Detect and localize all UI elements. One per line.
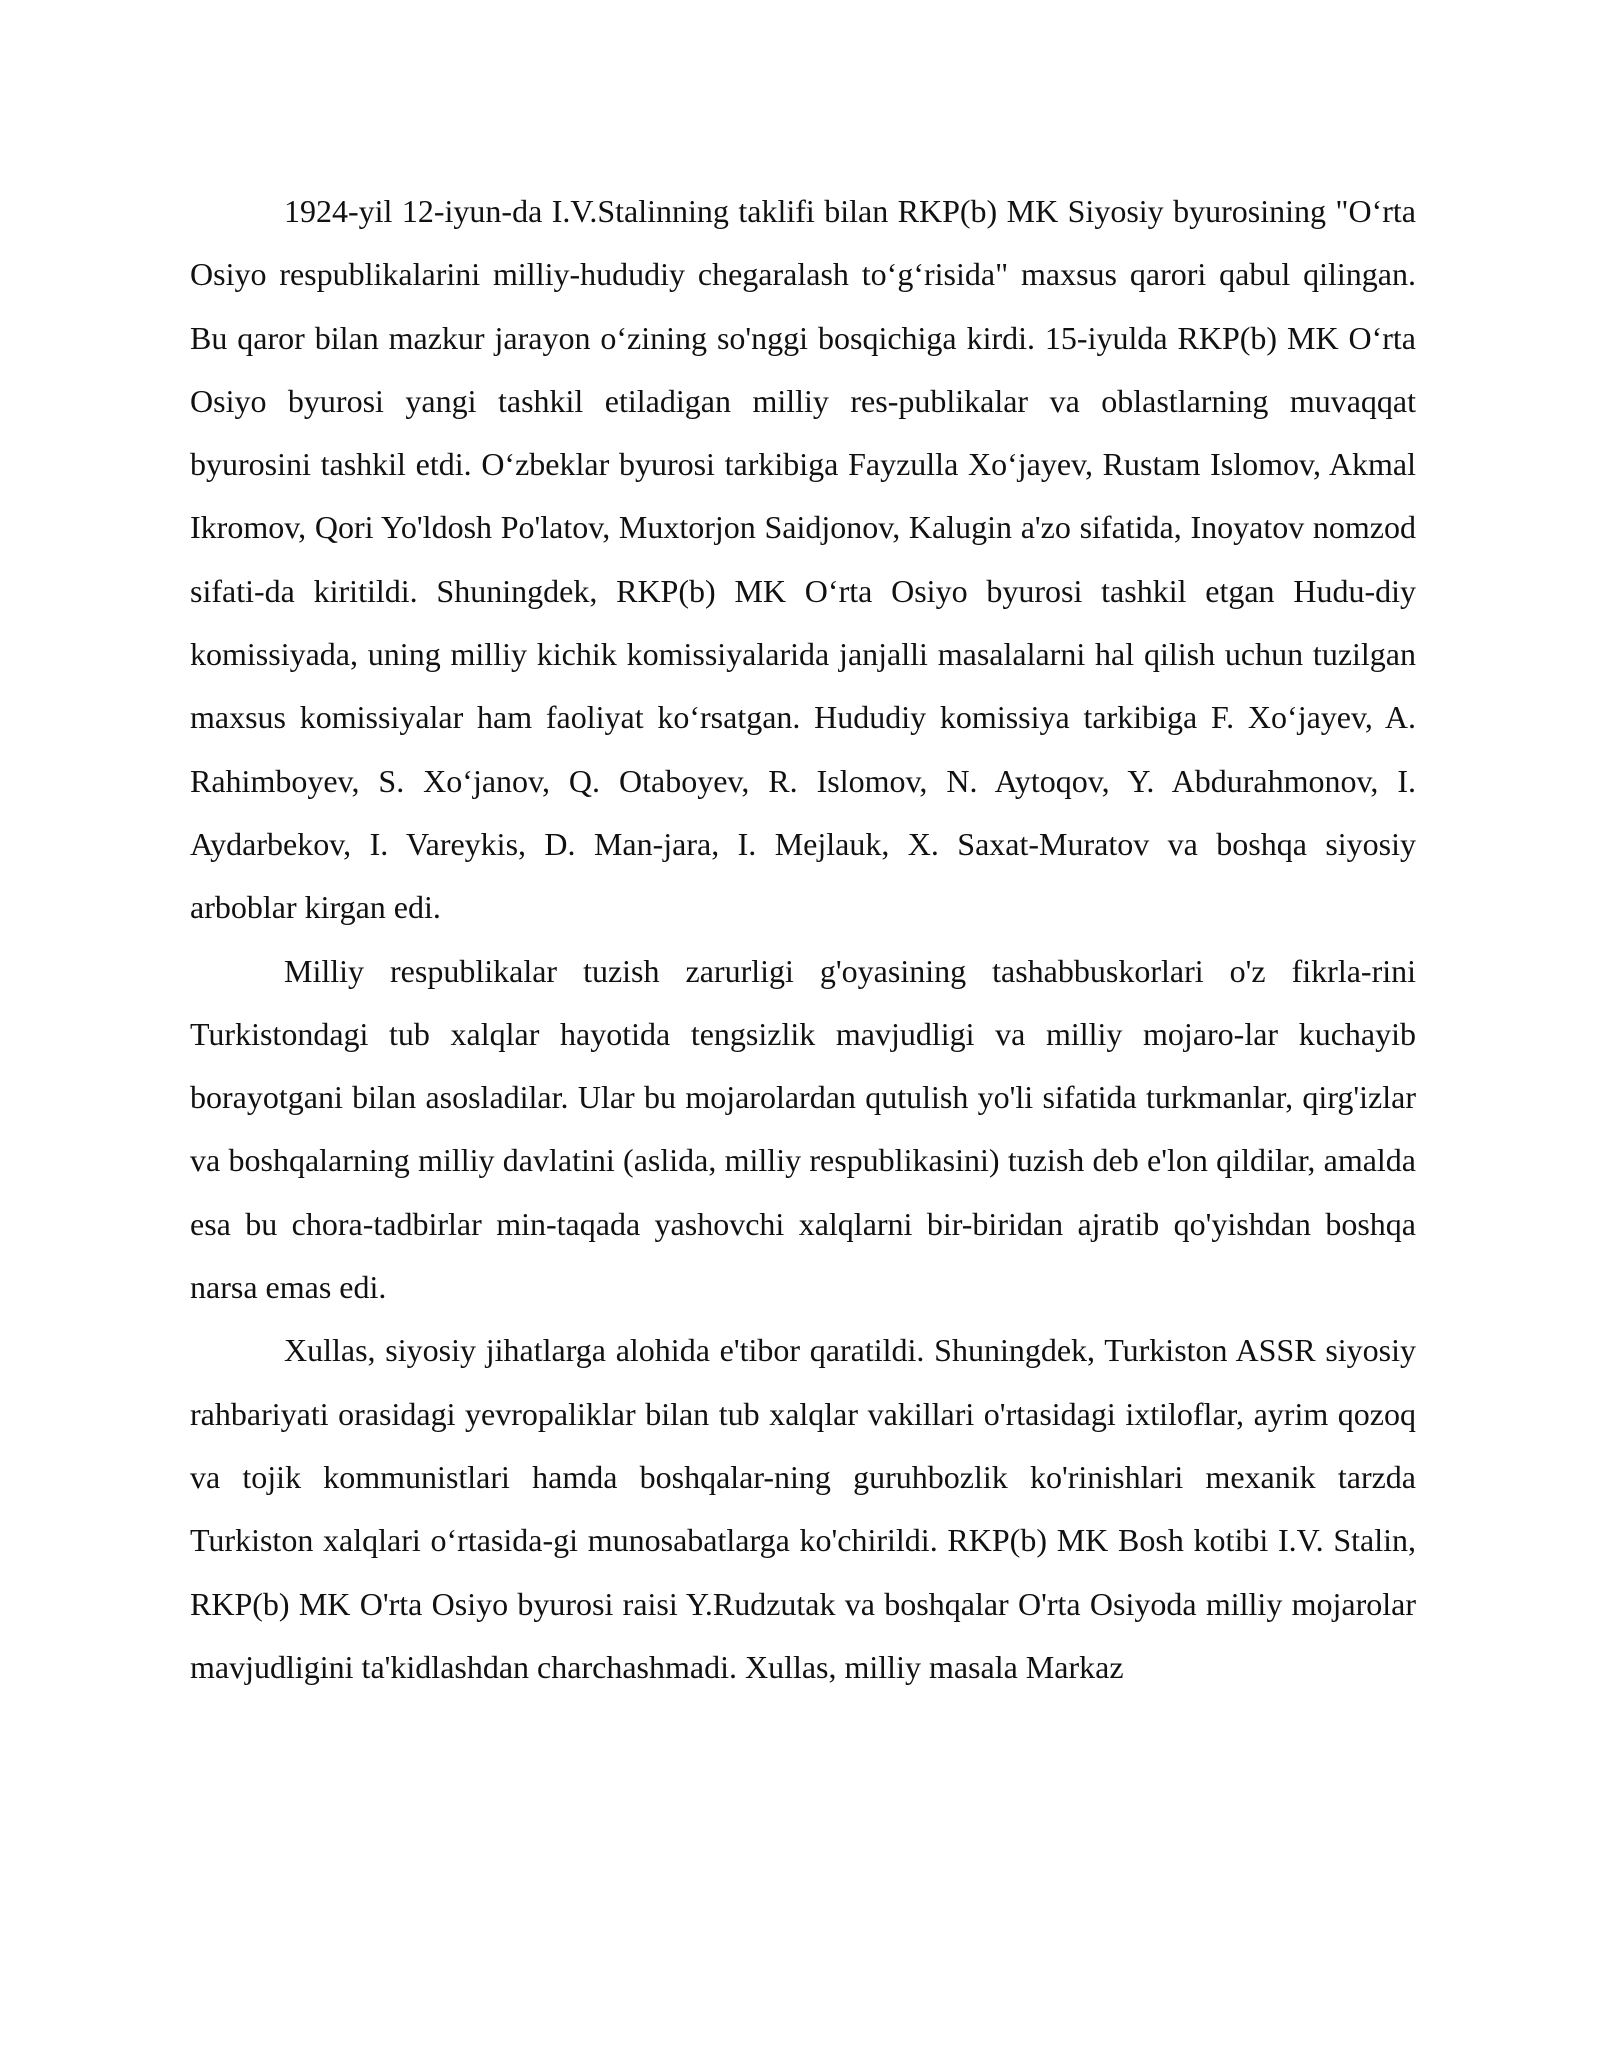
paragraph-1: 1924-yil 12-iyun-da I.V.Stalinning taklifi bilan RKP(b) MK Siyosiy byurosining "O‘rta Osiyo respublikalarini milliy-hududiy chegaralash to‘g‘risida" maxsus qarori qabul qilingan. Bu qaror bilan mazkur jarayon o‘zining so'nggi bosqichiga kirdi. 15-iyulda RKP(b) MK O‘rta Osiyo byurosi yangi tashkil etiladigan milliy res-publikalar va oblastlarning muvaqqat byurosini tashkil etdi. O‘zbeklar byurosi tarkibiga Fayzulla Xo‘jayev, Rustam Islomov, Akmal Ikromov, Qori Yo'ldosh Po'latov, Muxtorjon Saidjonov, Kalugin a'zo sifatida, Inoyatov nomzod sifati-da kiritildi. Shuningdek, RKP(b) MK O‘rta Osiyo byurosi tashkil etgan Hudu-diy komissiyada, uning milliy kichik komissiyalarida janjalli masalalarni hal qilish uchun tuzilgan maxsus komissiyalar ham faoliyat ko‘rsatgan. Hududiy komissiya tarkibiga F. Xo‘jayev, A. Rahimboyev, S. Xo‘janov, Q. Otaboyev, R. Islomov, N. Aytoqov, Y. Abdurahmonov, I. Aydarbekov, I. Vareykis, D. Man-jara, I. Mejlauk, X. Saxat-Muratov va boshqa siyosiy arboblar kirgan edi. xyxy=(190,193,1416,926)
document-page xyxy=(190,180,1416,1699)
paragraph-3: Xullas, siyosiy jihatlarga alohida e'tibor qaratildi. Shuningdek, Turkiston ASSR siyosiy rahbariyati orasidagi yevropaliklar bilan tub xalqlar vakillari o'rtasidagi ixtiloflar, ayrim qozoq va tojik kommunistlari hamda boshqalar-ning guruhbozlik ko'rinishlari mexanik tarzda Turkiston xalqlari o‘rtasida-gi munosabatlarga ko'chirildi. RKP(b) MK Bosh kotibi I.V. Stalin, RKP(b) MK O'rta Osiyo byurosi raisi Y.Rudzutak va boshqalar O'rta Osiyoda milliy mojarolar mavjudligini ta'kidlashdan charchashmadi. Xullas, milliy masala Markaz xyxy=(190,1332,1416,1685)
paragraph-2: Milliy respublikalar tuzish zarurligi g'oyasining tashabbuskorlari o'z fikrla-rini Turkistondagi tub xalqlar hayotida tengsizlik mavjudligi va milliy mojaro-lar kuchayib borayotgani bilan asosladilar. Ular bu mojarolardan qutulish yo'li sifatida turkmanlar, qirg'izlar va boshqalarning milliy davlatini (aslida, milliy respublikasini) tuzish deb e'lon qildilar, amalda esa bu chora-tadbirlar min-taqada yashovchi xalqlarni bir-biridan ajratib qo'yishdan boshqa narsa emas edi. xyxy=(190,952,1416,1306)
